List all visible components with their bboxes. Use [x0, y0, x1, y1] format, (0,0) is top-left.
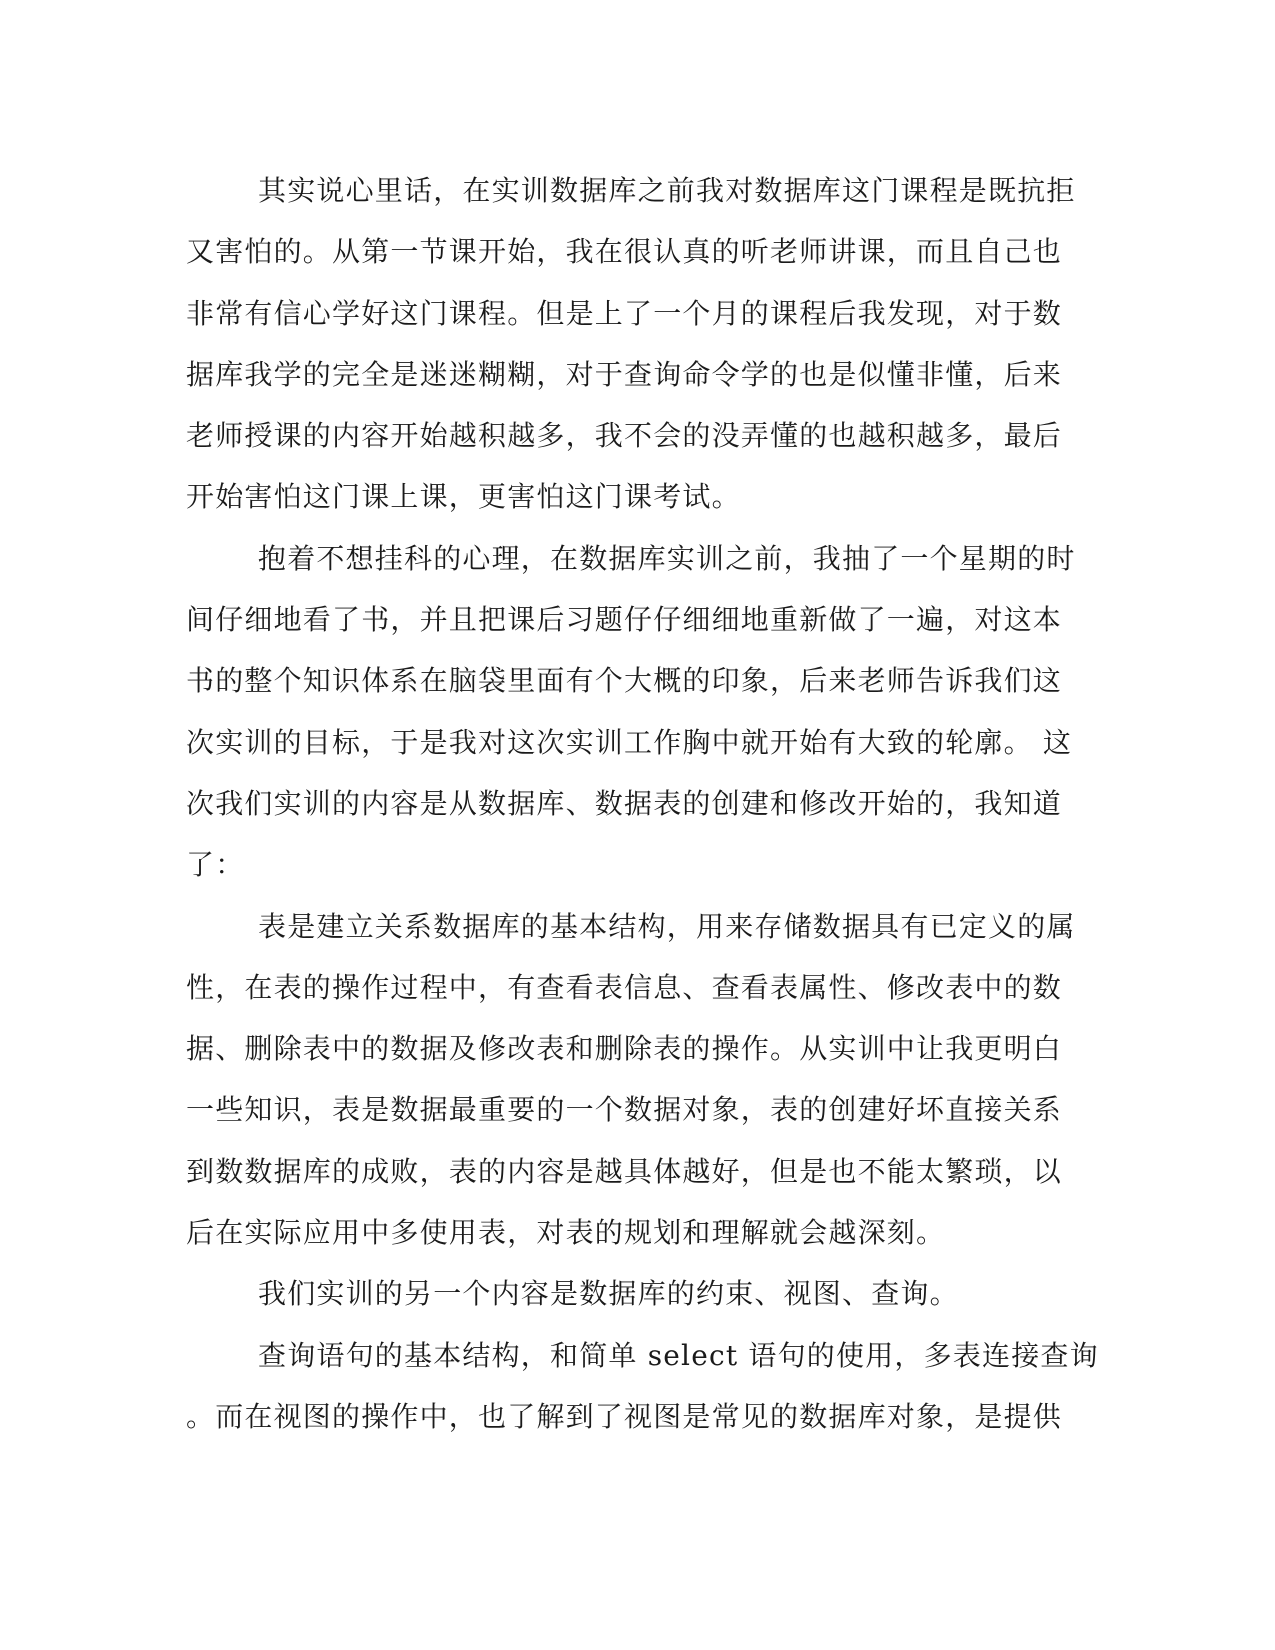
text-line: 次我们实训的内容是从数据库、数据表的创建和修改开始的，我知道: [186, 786, 1063, 820]
text-line: 书的整个知识体系在脑袋里面有个大概的印象，后来老师告诉我们这: [186, 664, 1063, 698]
text-line: 。而在视图的操作中，也了解到了视图是常见的数据库对象，是提供: [186, 1399, 1063, 1433]
text-line: 开始害怕这门课上课，更害怕这门课考试。: [186, 480, 741, 514]
document-body: [186, 160, 1099, 1447]
text-line: 其实说心里话，在实训数据库之前我对数据库这门课程是既抗拒: [258, 174, 1076, 207]
text-line: 抱着不想挂科的心理，在数据库实训之前，我抽了一个星期的时: [258, 541, 1076, 575]
text-line: 据、删除表中的数据及修改表和删除表的操作。从实训中让我更明白: [186, 1032, 1063, 1066]
text-line: 间仔细地看了书，并且把课后习题仔仔细细地重新做了一遍，对这本: [186, 603, 1063, 637]
text-line: 到数数据库的成败，表的内容是越具体越好，但是也不能太繁琐，以: [186, 1154, 1063, 1188]
text-line: 性，在表的操作过程中，有查看表信息、查看表属性、修改表中的数: [186, 970, 1063, 1004]
text-line: 非常有信心学好这门课程。但是上了一个月的课程后我发现，对于数: [186, 296, 1063, 330]
text-line: 了：: [186, 848, 245, 882]
text-line: 一些知识，表是数据最重要的一个数据对象，表的创建好坏直接关系: [186, 1093, 1063, 1127]
text-line: 查询语句的基本结构，和简单 select 语句的使用，多表连接查询: [258, 1338, 1099, 1372]
text-line: 又害怕的。从第一节课开始，我在很认真的听老师讲课，而且自己也: [186, 235, 1063, 269]
text-line: 据库我学的完全是迷迷糊糊，对于查询命令学的也是似懂非懂，后来: [186, 357, 1063, 391]
text-line: 老师授课的内容开始越积越多，我不会的没弄懂的也越积越多，最后: [186, 419, 1063, 453]
text-line: 后在实际应用中多使用表，对表的规划和理解就会越深刻。: [186, 1216, 946, 1250]
text-line: 次实训的目标，于是我对这次实训工作胸中就开始有大致的轮廓。 这: [186, 725, 1073, 759]
text-line: 我们实训的另一个内容是数据库的约束、视图、查询。: [258, 1277, 959, 1311]
text-line: 表是建立关系数据库的基本结构，用来存储数据具有已定义的属: [258, 909, 1076, 943]
